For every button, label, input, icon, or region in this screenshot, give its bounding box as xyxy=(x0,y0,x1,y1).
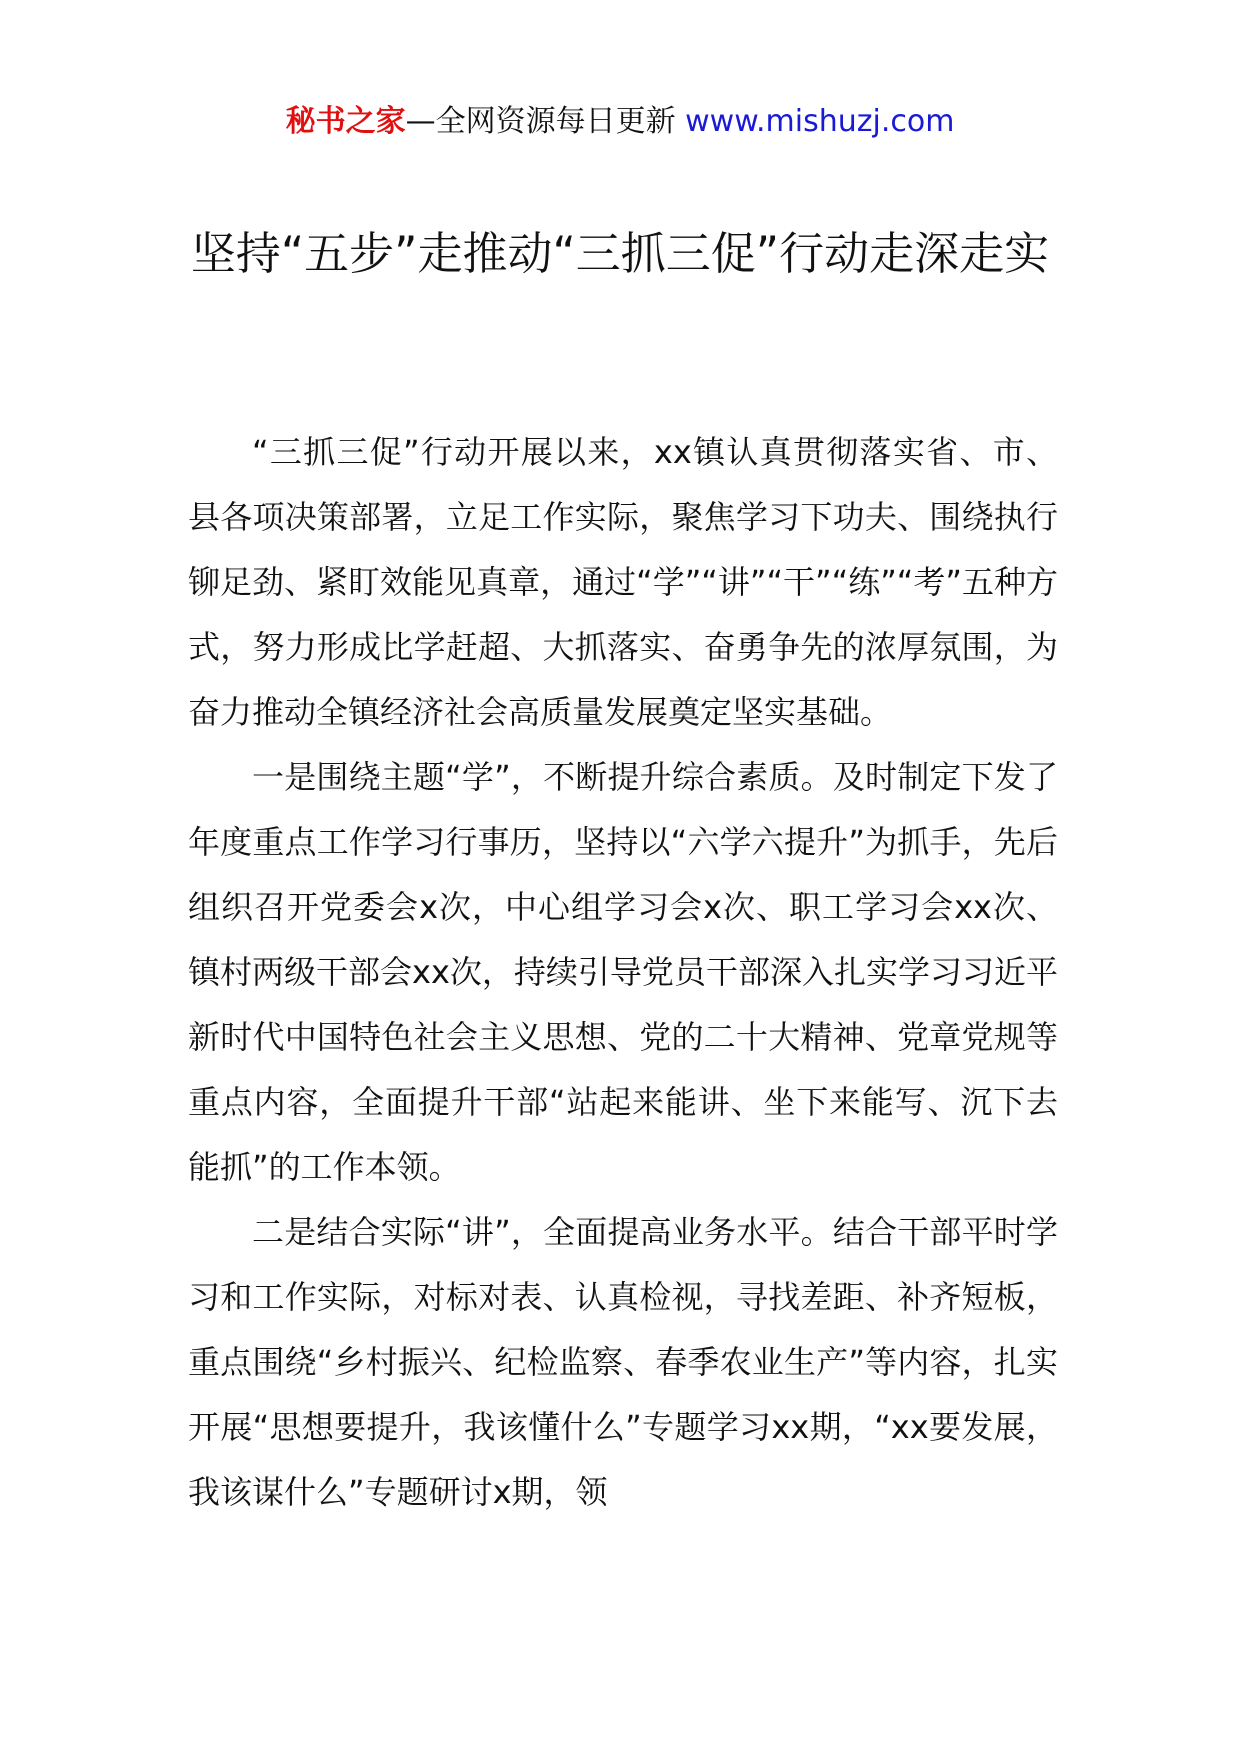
document-body xyxy=(188,420,1058,1525)
paragraph-speak: 二是结合实际“讲”，全面提高业务水平。结合干部平时学习和工作实际，对标对表、认真检视，寻找差距、补齐短板，重点围绕“乡村振兴、纪检监察、春季农业生产”等内容，扎实开展“思想要提升，我该懂什么”专题学习xx期，“xx要发展，我该谋什么”专题研讨x期，领 xyxy=(188,1213,1058,1511)
document-title: 坚持“五步”走推动“三抓三促”行动走深走实 xyxy=(190,227,1050,280)
site-url-link[interactable]: www.mishuzj.com xyxy=(685,104,955,139)
paragraph-study: 一是围绕主题“学”，不断提升综合素质。及时制定下发了年度重点工作学习行事历，坚持以“六学六提升”为抓手，先后组织召开党委会x次，中心组学习会x次、职工学习会xx次、镇村两级干部会xx次，持续引导党员干部深入扎实学习习近平新时代中国特色社会主义思想、党的二十大精神、党章党规等重点内容，全面提升干部“站起来能讲、坐下来能写、沉下去能抓”的工作本领。 xyxy=(188,758,1058,1186)
brand-name: 秘书之家 xyxy=(285,104,406,139)
paragraph-intro: “三抓三促”行动开展以来，xx镇认真贯彻落实省、市、县各项决策部署，立足工作实际，聚焦学习下功夫、围绕执行铆足劲、紧盯效能见真章，通过“学”“讲”“干”“练”“考”五种方式，努力形成比学赶超、大抓落实、奋勇争先的浓厚氛围，为奋力推动全镇经济社会高质量发展奠定坚实基础。 xyxy=(188,433,1058,731)
site-header xyxy=(0,100,1240,144)
header-tagline: —全网资源每日更新 xyxy=(405,104,686,139)
